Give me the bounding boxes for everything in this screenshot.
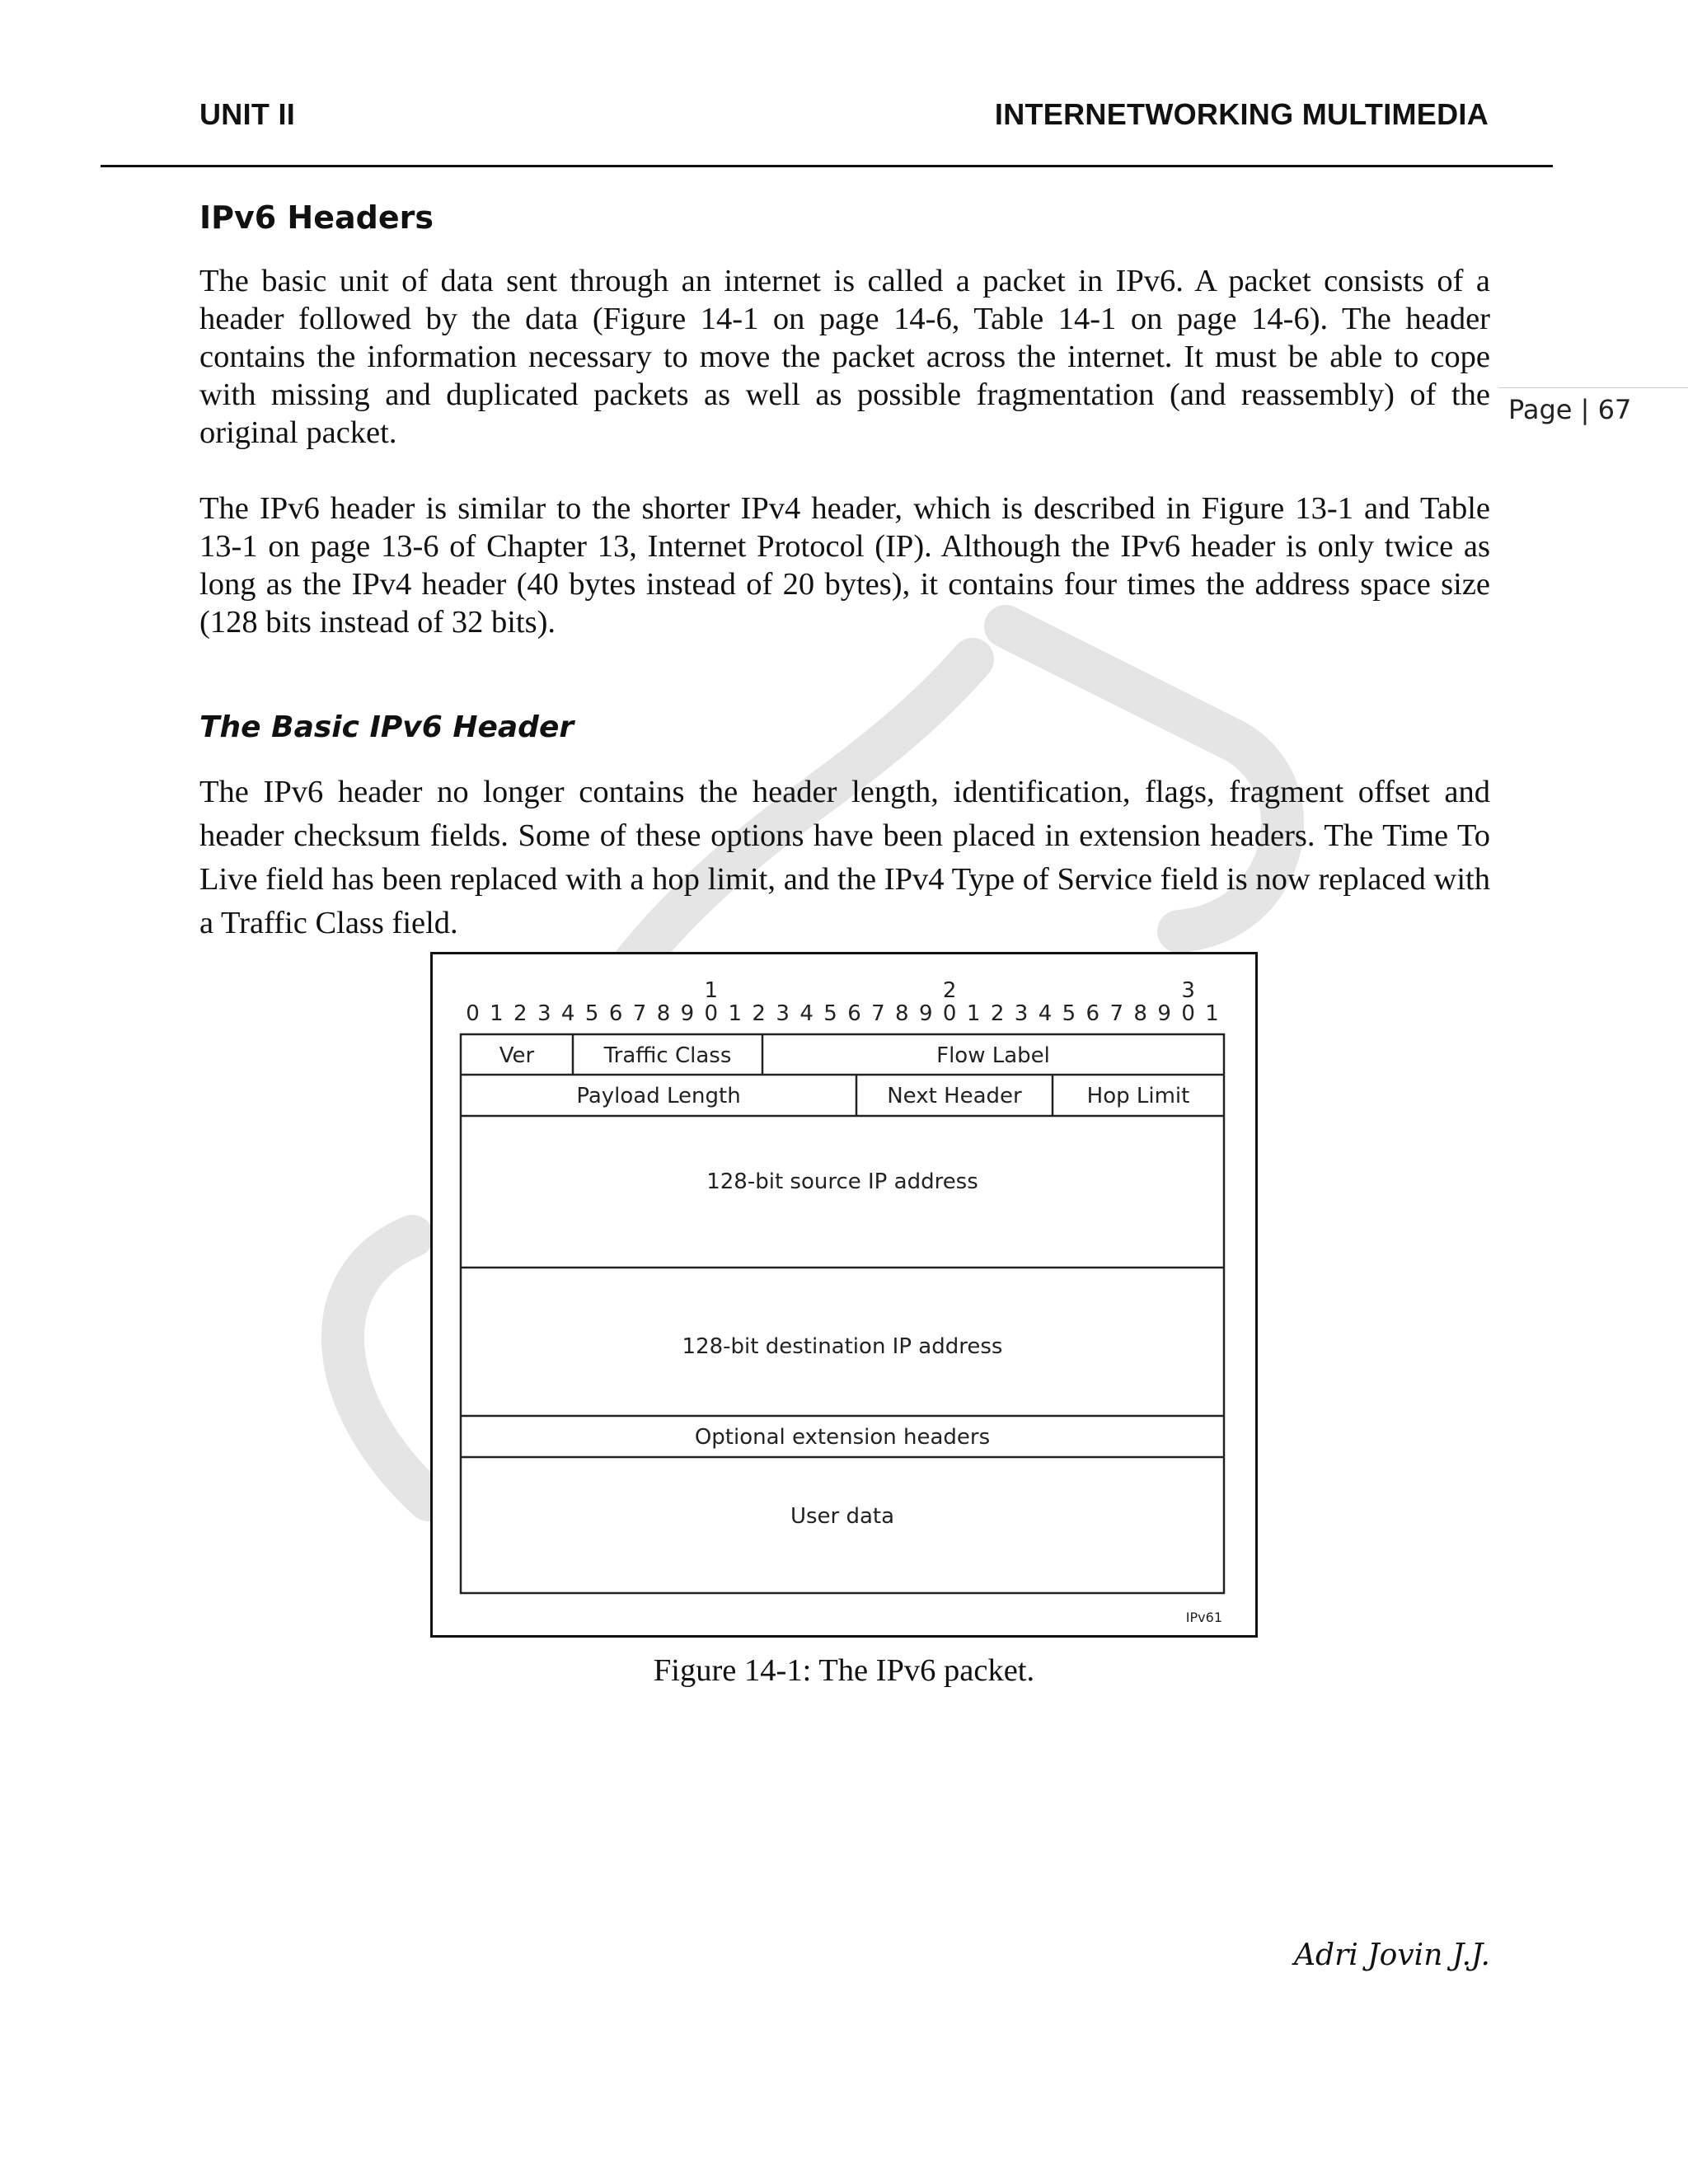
bit-label: 6 <box>1085 1001 1100 1026</box>
figure-tag: IPv61 <box>1185 1610 1222 1625</box>
bit-label: 1 <box>490 1001 504 1026</box>
field-ver: Ver <box>499 1043 535 1068</box>
paragraph-2: The IPv6 header is similar to the shorter IPv4 header, which is described in Figure 13-1 and Table 13-1 on page 13-6 of Chapter 13, Internet Protocol (IP). Although the IPv6 header is only twice as long as the IPv4 header (40 bytes instead of 20 bytes), it contains four times the address space size (128 bits instead of 32 bits). <box>199 491 1490 640</box>
bit-label: 4 <box>799 1001 814 1026</box>
bit-label: 7 <box>871 1001 885 1026</box>
page-number: Page | 67 <box>1508 394 1632 425</box>
subject-title: INTERNETWORKING MULTIMEDIA <box>994 97 1489 131</box>
paragraph-3: The IPv6 header no longer contains the header length, identification, flags, fragment offset and header checksum fields. Some of these options have been placed in extension headers. The Time To Live field has been replaced with a hop limit, and the IPv4 Type of Service field is now replaced with a Traffic Class field. <box>199 775 1490 940</box>
section-heading: IPv6 Headers <box>199 199 434 236</box>
bit-label: 8 <box>656 1001 671 1026</box>
subsection-heading: The Basic IPv6 Header <box>199 710 574 744</box>
ipv6-header-diagram <box>433 954 1257 1637</box>
bit-label: 6 <box>847 1001 861 1026</box>
bit-label: 2 <box>990 1001 1005 1026</box>
field-source-address: 128-bit source IP address <box>706 1169 978 1194</box>
bit-label: 1 <box>966 1001 981 1026</box>
ipv6-packet-figure <box>430 952 1258 1638</box>
header-rule <box>101 165 1553 167</box>
bit-label: 0 <box>704 1001 719 1026</box>
author-signature: Adri Jovin J.J. <box>1294 1938 1490 1972</box>
bit-label: 0 <box>942 1001 957 1026</box>
paragraph-1: The basic unit of data sent through an internet is called a packet in IPv6. A packet consists of a header followed by the data (Figure 14-1 on page 14-6, Table 14-1 on page 14-6). The header contains the information necessary to move the packet across the internet. It must be able to cope with missing and duplicated packets as well as possible fragmentation (and reassembly) of the original packet. <box>199 264 1490 450</box>
bit-ruler <box>466 978 1219 1026</box>
field-extension-headers: Optional extension headers <box>694 1425 991 1450</box>
bit-label: 3 <box>1014 1001 1029 1026</box>
bit-label: 4 <box>1038 1001 1053 1026</box>
bit-label: 4 <box>560 1001 575 1026</box>
bit-label: 0 <box>1181 1001 1195 1026</box>
bit-label: 5 <box>584 1001 599 1026</box>
bit-label: 5 <box>823 1001 837 1026</box>
page-number-rule <box>1498 387 1688 388</box>
field-user-data: User data <box>790 1504 895 1529</box>
field-destination-address: 128-bit destination IP address <box>682 1334 1003 1359</box>
field-traffic-class: Traffic Class <box>603 1043 732 1068</box>
bit-label: 8 <box>1133 1001 1147 1026</box>
bit-label: 2 <box>752 1001 766 1026</box>
figure-caption: Figure 14-1: The IPv6 packet. <box>653 1653 1035 1688</box>
bit-tens-label: 1 <box>704 978 719 1003</box>
bit-label: 9 <box>919 1001 933 1026</box>
bit-label: 8 <box>895 1001 909 1026</box>
bit-label: 1 <box>728 1001 743 1026</box>
bit-tens-label: 3 <box>1181 978 1195 1003</box>
bit-tens-label: 2 <box>942 978 957 1003</box>
unit-label: UNIT II <box>199 97 296 131</box>
bit-label: 5 <box>1062 1001 1076 1026</box>
bit-label: 7 <box>632 1001 647 1026</box>
field-payload-length: Payload Length <box>576 1084 741 1108</box>
bit-label: 3 <box>537 1001 551 1026</box>
bit-label: 0 <box>466 1001 480 1026</box>
field-next-header: Next Header <box>887 1084 1022 1108</box>
bit-label: 2 <box>513 1001 528 1026</box>
bit-label: 6 <box>608 1001 623 1026</box>
field-flow-label: Flow Label <box>936 1043 1050 1068</box>
bit-label: 9 <box>680 1001 695 1026</box>
field-hop-limit: Hop Limit <box>1086 1084 1190 1108</box>
bit-label: 3 <box>776 1001 790 1026</box>
bit-label: 9 <box>1157 1001 1171 1026</box>
bit-label: 7 <box>1109 1001 1124 1026</box>
bit-label: 1 <box>1205 1001 1219 1026</box>
